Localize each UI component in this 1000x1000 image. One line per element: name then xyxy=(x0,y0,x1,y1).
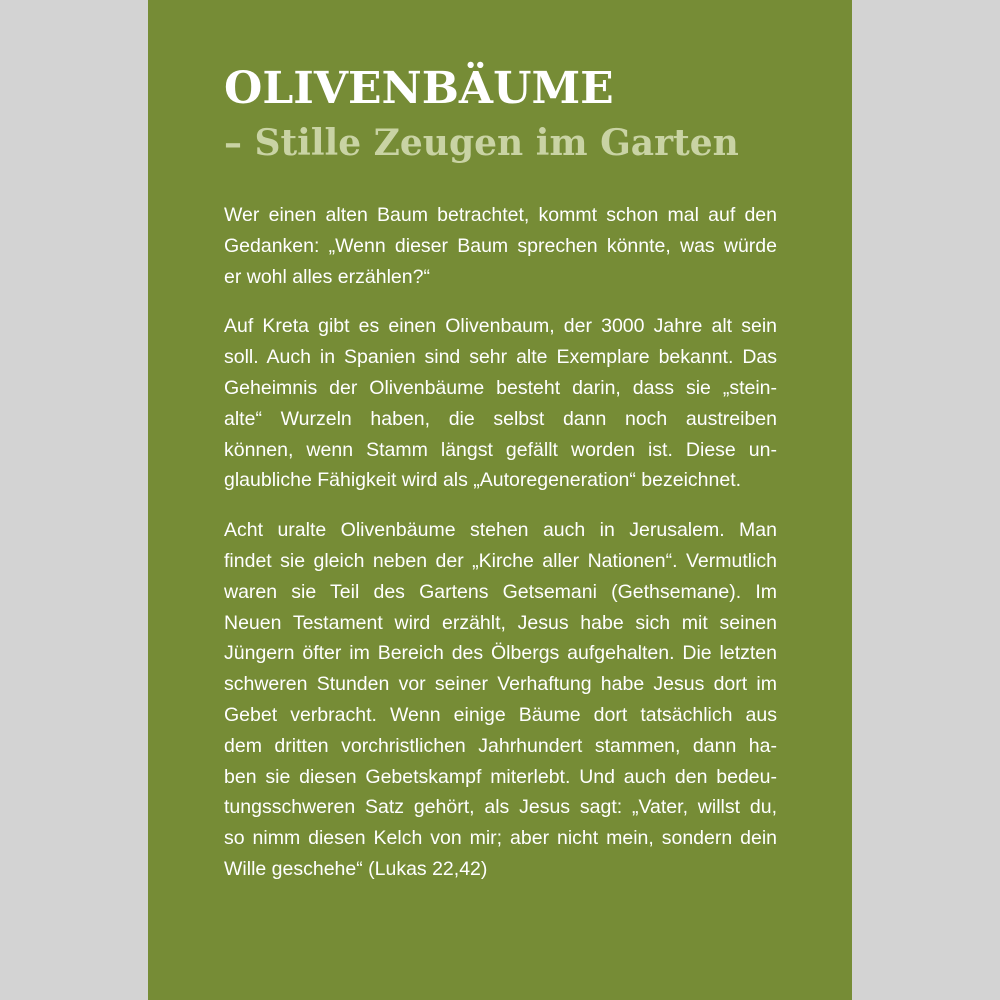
paragraph-line: soll. Auch in Spanien sind sehr alte Exemplare bekannt. Das xyxy=(224,346,777,369)
paragraph-line: Gedanken: „Wenn dieser Baum sprechen könnte, was würde xyxy=(224,234,777,257)
paragraph-line: er wohl alles erzählen?“ xyxy=(224,265,430,288)
paragraph-line: so nimm diesen Kelch von mir; aber nicht mein, sondern dein xyxy=(224,827,777,850)
paragraph-line: dem dritten vorchristlichen Jahrhundert stammen, dann ha- xyxy=(224,734,777,757)
paragraph-line: findet sie gleich neben der „Kirche aller Nationen“. Vermutlich xyxy=(224,549,777,572)
paragraph-line: können, wenn Stamm längst gefällt worden ist. Diese un- xyxy=(224,438,777,461)
document-page xyxy=(148,0,852,1000)
body-text xyxy=(224,200,777,904)
paragraph-line: Neuen Testament wird erzählt, Jesus habe sich mit seinen xyxy=(224,611,777,634)
paragraph-line: Gebet verbracht. Wenn einige Bäume dort tatsächlich aus xyxy=(224,703,777,726)
paragraph-line: tungsschweren Satz gehört, als Jesus sagt: „Vater, willst du, xyxy=(224,796,777,819)
paragraph-line: alte“ Wurzeln haben, die selbst dann noch austreiben xyxy=(224,407,777,430)
paragraph-line: glaubliche Fähigkeit wird als „Autoregeneration“ bezeichnet. xyxy=(224,469,742,492)
paragraph-line: schweren Stunden vor seiner Verhaftung habe Jesus dort im xyxy=(224,673,777,696)
paragraph-1 xyxy=(224,200,777,292)
paragraph-line: Wille geschehe“ (Lukas 22,42) xyxy=(224,857,488,880)
paragraph-line: Auf Kreta gibt es einen Olivenbaum, der 3000 Jahre alt sein xyxy=(224,315,777,338)
paragraph-line: waren sie Teil des Gartens Getsemani (Gethsemane). Im xyxy=(224,580,777,603)
paragraph-3 xyxy=(224,515,777,885)
paragraph-line: Jüngern öfter im Bereich des Ölbergs aufgehalten. Die letzten xyxy=(224,642,777,665)
paragraph-line: Wer einen alten Baum betrachtet, kommt schon mal auf den xyxy=(224,204,777,226)
paragraph-line: Geheimnis der Olivenbäume besteht darin, dass sie „stein- xyxy=(224,376,777,399)
paragraph-line: ben sie diesen Gebetskampf miterlebt. Und auch den bedeu- xyxy=(224,765,777,788)
page-subtitle: – Stille Zeugen im Garten xyxy=(224,122,739,164)
paragraph-line: Acht uralte Olivenbäume stehen auch in Jerusalem. Man xyxy=(224,519,777,542)
paragraph-2 xyxy=(224,311,777,496)
page-title: OLIVENBÄUME xyxy=(224,63,614,114)
